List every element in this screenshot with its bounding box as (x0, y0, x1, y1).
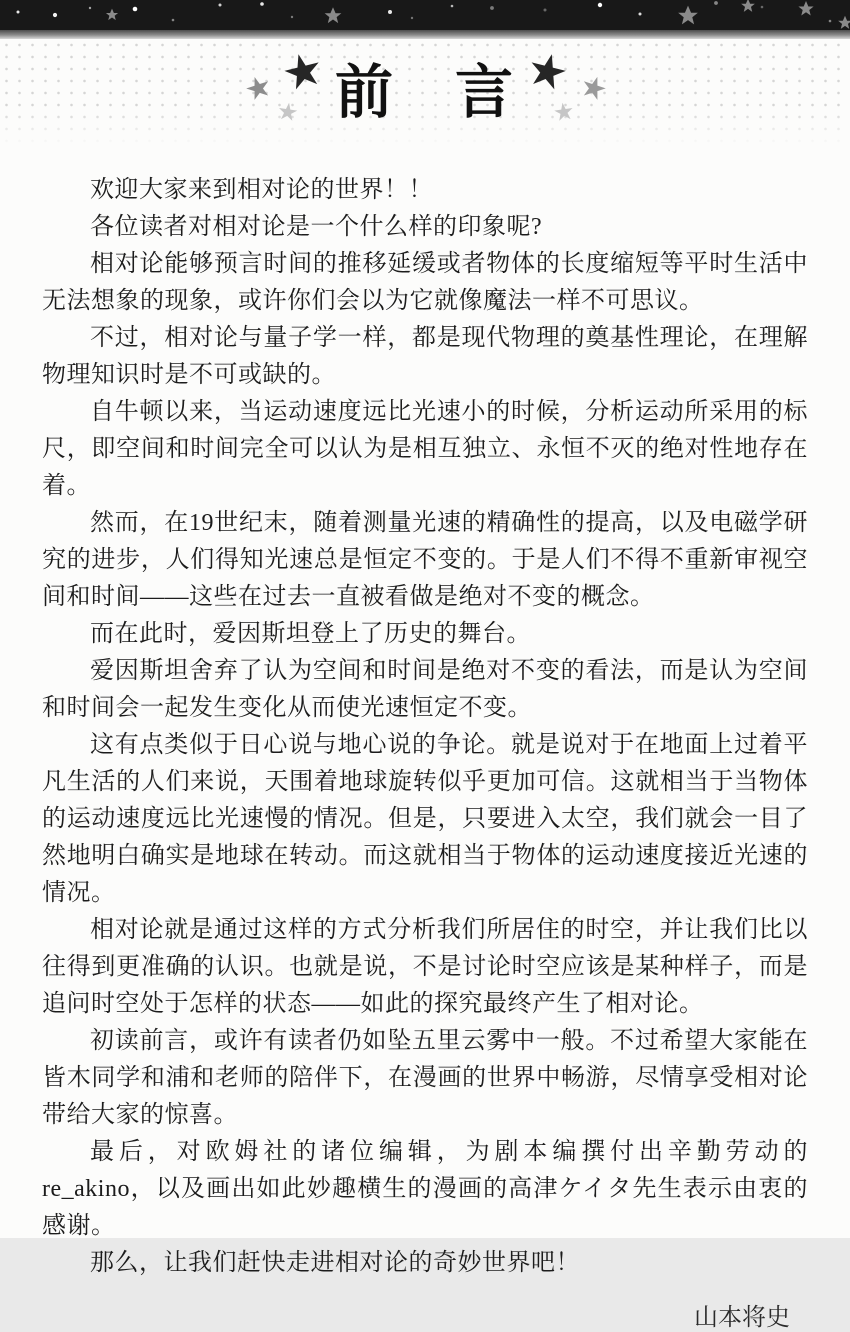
night-sky-band (0, 0, 850, 30)
mid-star-icon: ★ (240, 67, 277, 110)
paragraph: 然而，在19世纪末，随着测量光速的精确性的提高，以及电磁学研究的进步，人们得知光速总是恒定不变的。于是人们不得不重新审视空间和时间——这些在过去一直被看做是绝对不变的概念。 (42, 510, 808, 610)
band-fade-divider (0, 30, 850, 39)
big-star-icon: ★ (275, 39, 329, 103)
paragraph: 那么，让我们赶快走进相对论的奇妙世界吧！ (90, 1250, 580, 1276)
paragraph: 这有点类似于日心说与地心说的争论。就是说对于在地面上过着平凡生活的人们来说，天围着地球旋转似乎更加可信。这就相当于当物体的运动速度远比光速慢的情况。但是，只要进入太空，我们就会一目了然地明白确实是地球在转动。而这就相当于物体的运动速度接近光速的情况。 (42, 732, 808, 906)
author-signature: 山本将史 (694, 1305, 790, 1331)
title-header (0, 39, 850, 151)
paragraph: 自牛顿以来，当运动速度远比光速小的时候，分析运动所采用的标尺，即空间和时间完全可以认为是相互独立、永恒不灭的绝对性地存在着。 (42, 399, 808, 499)
light-star-icon: ★ (275, 96, 301, 128)
paragraph: 相对论就是通过这样的方式分析我们所居住的时空，并让我们比以往得到更准确的认识。也就是说，不是讨论时空应该是某种样子，而是追问时空处于怎样的状态——如此的探究最终产生了相对论。 (42, 917, 808, 1017)
paragraph: 相对论能够预言时间的推移延缓或者物体的长度缩短等平时生活中无法想象的现象，或许你们会以为它就像魔法一样不可思议。 (42, 251, 808, 314)
preface-body (0, 151, 850, 1282)
paragraph: 而在此时，爱因斯坦登上了历史的舞台。 (90, 621, 531, 647)
paragraph: 最后，对欧姆社的诸位编辑，为剧本编撰付出辛勤劳动的 re_akino，以及画出如此妙趣横生的漫画的高津ケイタ先生表示由衷的感谢。 (42, 1139, 808, 1239)
title-star-cluster-right (521, 39, 612, 138)
title-star-cluster-left (240, 39, 329, 138)
paragraph: 爱因斯坦舍弃了认为空间和时间是绝对不变的看法，而是认为空间和时间会一起发生变化从而使光速恒定不变。 (42, 658, 808, 721)
paragraph: 不过，相对论与量子学一样，都是现代物理的奠基性理论，在理解物理知识时是不可或缺的。 (42, 325, 808, 388)
big-star-icon: ★ (521, 39, 575, 103)
paragraph: 欢迎大家来到相对论的世界！！ (90, 177, 433, 203)
page-title: 前 言 (334, 58, 515, 126)
paragraph: 各位读者对相对论是一个什么样的印象呢? (90, 214, 543, 240)
mid-star-icon: ★ (575, 67, 612, 110)
paragraph: 初读前言，或许有读者仍如坠五里云雾中一般。不过希望大家能在皆木同学和浦和老师的陪伴下，在漫画的世界中畅游，尽情享受相对论带给大家的惊喜。 (42, 1028, 808, 1128)
light-star-icon: ★ (551, 96, 577, 128)
starfield-icon (0, 0, 850, 30)
